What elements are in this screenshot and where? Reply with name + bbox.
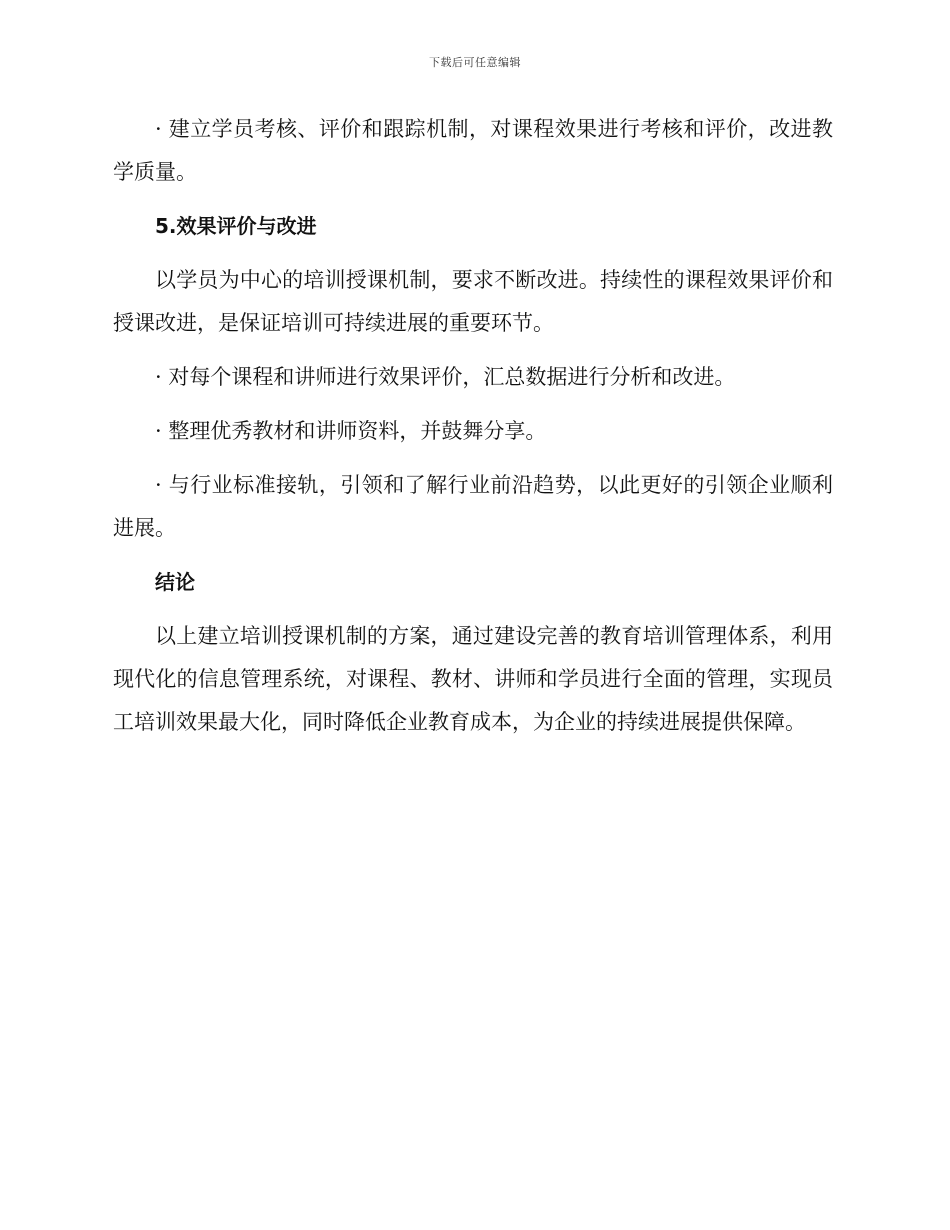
bullet-assessment-mechanism: · 建立学员考核、评价和跟踪机制，对课程效果进行考核和评价，改进教学质量。 — [113, 117, 833, 184]
bullet-industry-standards: · 与行业标准接轨，引领和了解行业前沿趋势，以此更好的引领企业顺利进展。 — [113, 473, 833, 540]
document-body — [113, 108, 833, 755]
section-heading-conclusion: 结论 — [155, 570, 195, 594]
bullet-course-evaluation: · 对每个课程和讲师进行效果评价，汇总数据进行分析和改进。 — [155, 365, 736, 389]
paragraph-conclusion: 以上建立培训授课机制的方案，通过建设完善的教育培训管理体系，利用现代化的信息管理系统，对课程、教材、讲师和学员进行全面的管理，实现员工培训效果最大化，同时降低企业教育成本，为企业的持续进展提供保障。 — [113, 624, 833, 734]
page-header-note: 下载后可任意编辑 — [429, 56, 521, 69]
paragraph-evaluation-intro: 以学员为中心的培训授课机制，要求不断改进。持续性的课程效果评价和授课改进，是保证培训可持续进展的重要环节。 — [113, 268, 833, 335]
bullet-materials-sharing: · 整理优秀教材和讲师资料，并鼓舞分享。 — [155, 419, 547, 443]
section-heading-evaluation: 5.效果评价与改进 — [155, 214, 317, 238]
